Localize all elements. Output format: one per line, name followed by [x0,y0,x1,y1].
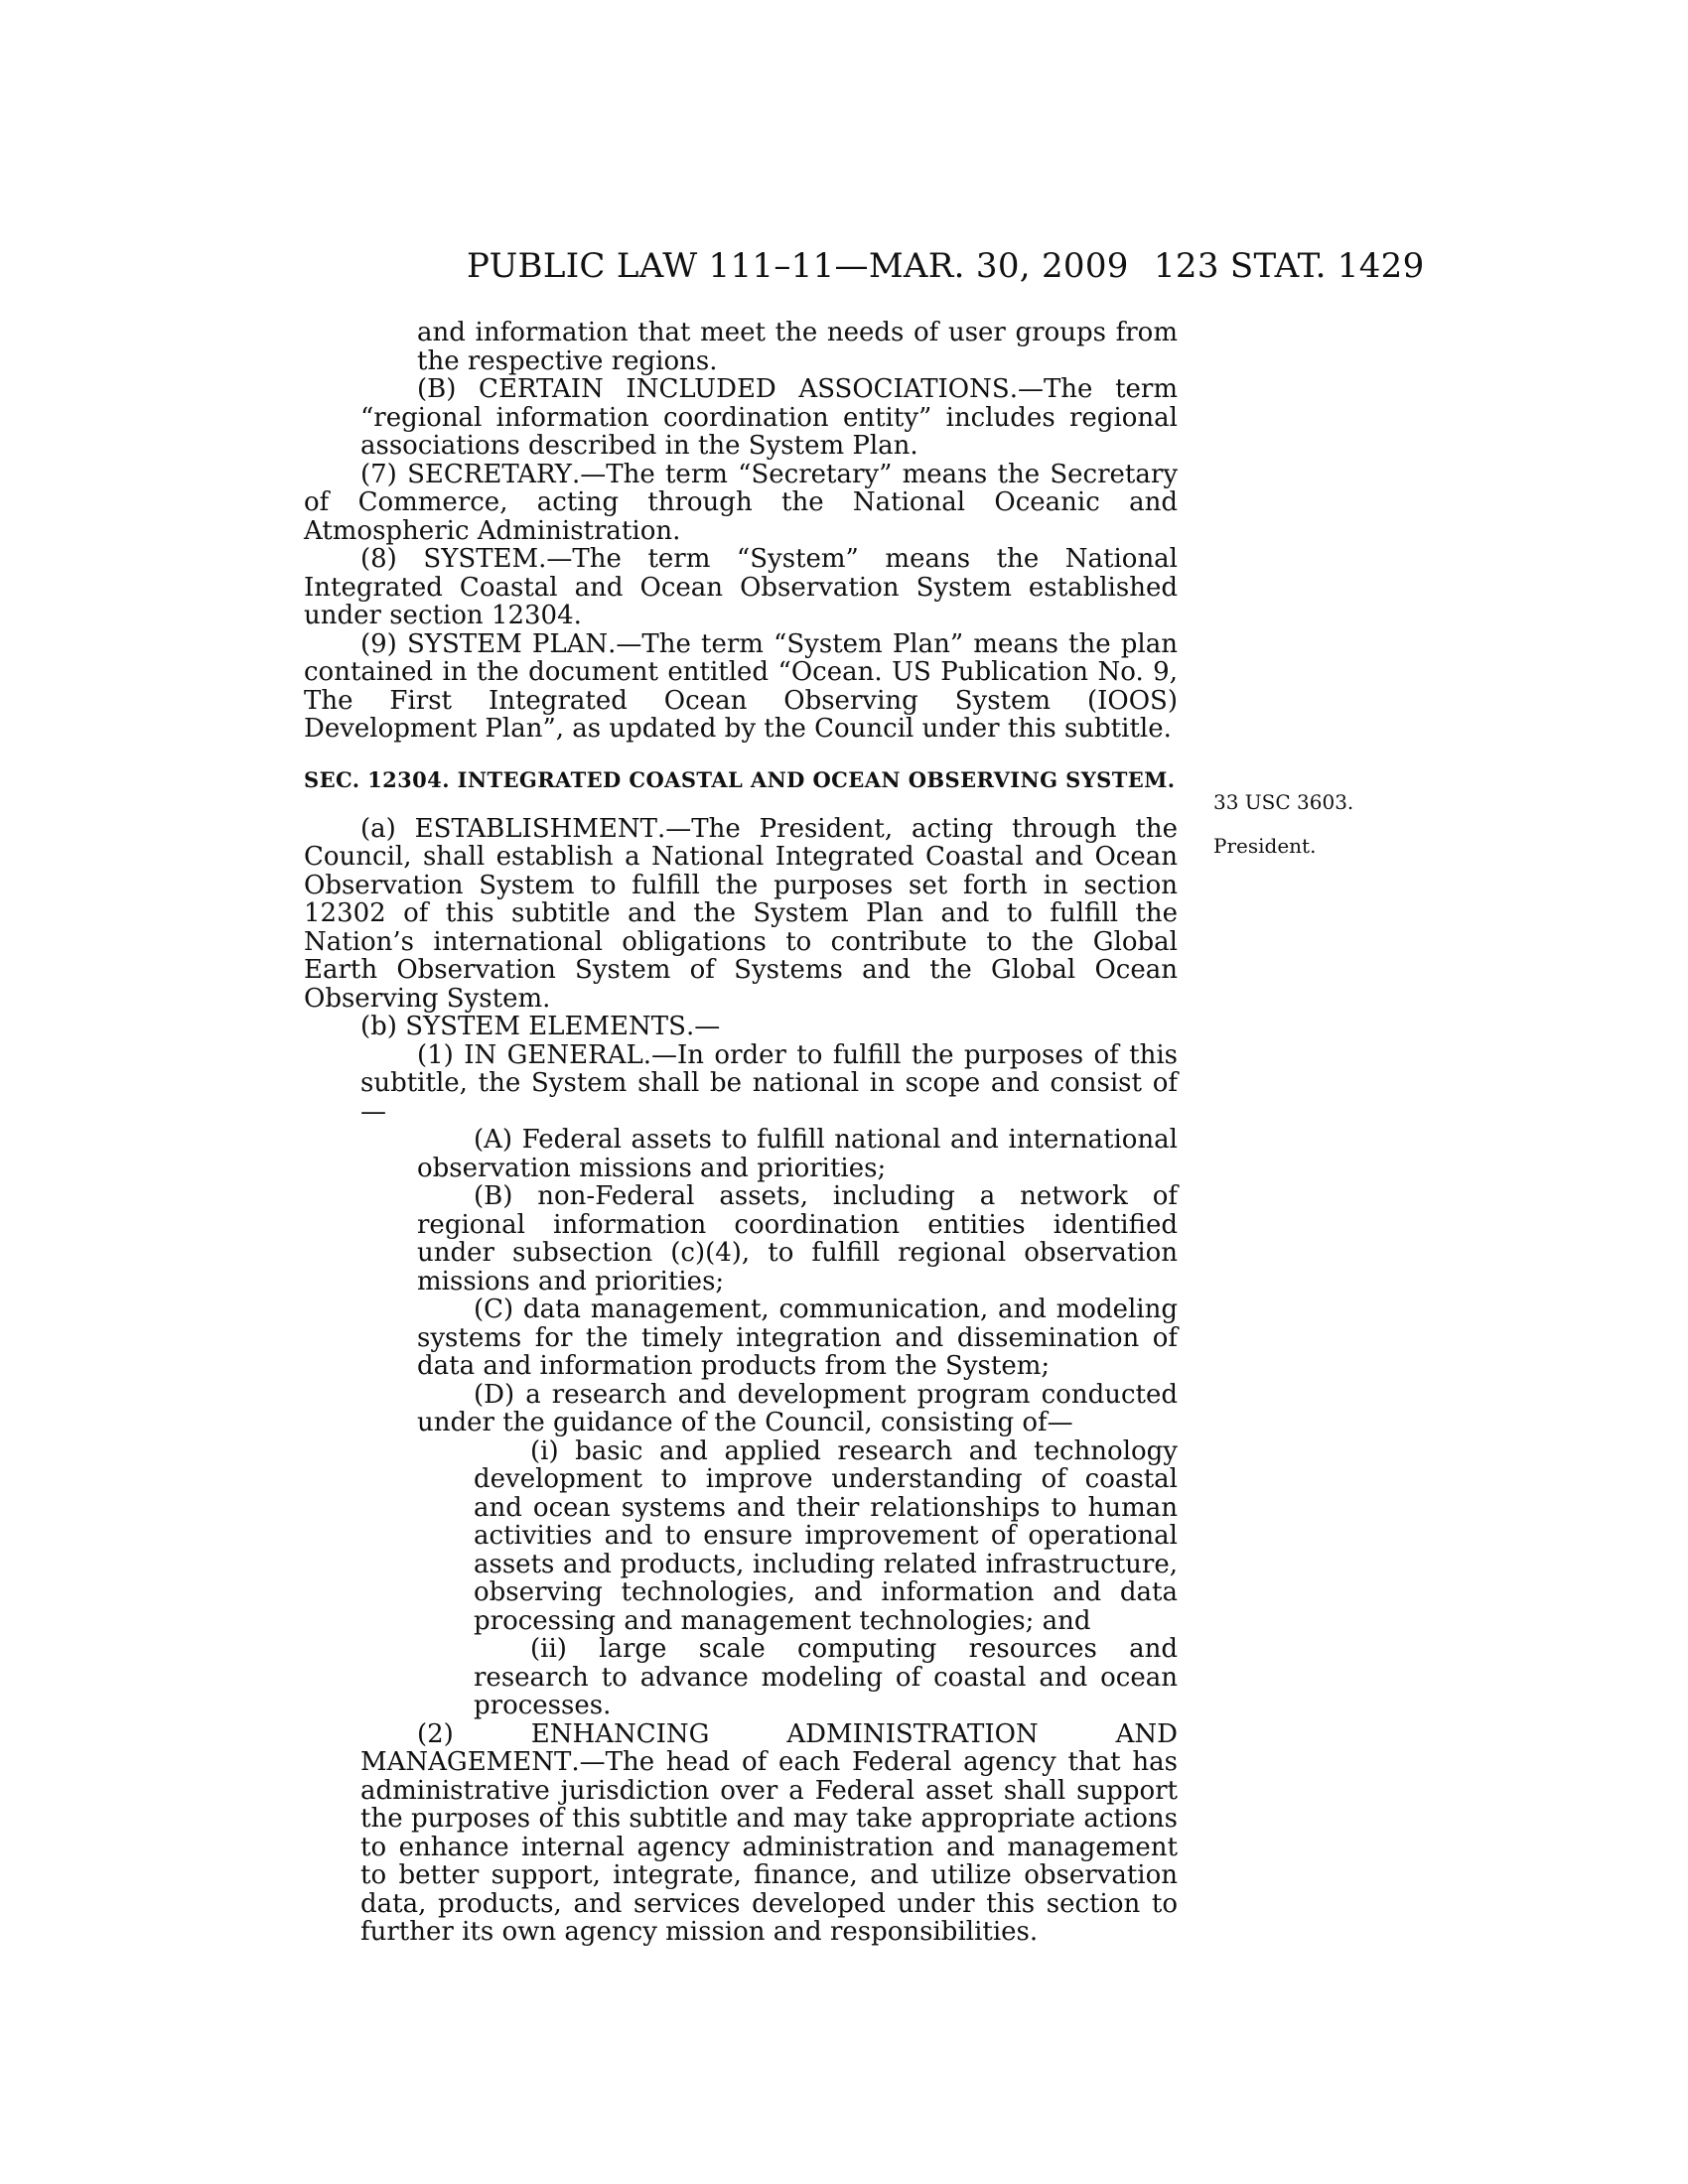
text: .—The President, acting through the Council, shall establish a National Integrated Coastal and Ocean Observation System to fulfill the purposes set forth in section 12302 of this subtitle and the System Plan and to fulfill the Nation’s international obligations to contribute to the Global Earth Observation System of Systems and the Global Ocean Observing System. [304,813,1178,1014]
text: .— [685,1012,721,1041]
heading: NHANCING ADMINISTRATION AND MANAGEMENT [360,1718,1178,1777]
paragraph-system-plan [304,630,1178,744]
section-heading: SEC. 12304. INTEGRATED COASTAL AND OCEAN OBSERVING SYSTEM. [304,766,1176,792]
subparagraph-d: (D) a research and development program conducted under the guidance of the Council, consisting of— [417,1379,1178,1437]
heading: YSTEM PLAN [424,628,609,659]
paragraph-certain-included-associations [304,375,1178,461]
label: (a) E [360,813,434,844]
paragraph-system-elements [304,1013,1178,1041]
text: .—The head of each Federal agency that has administrative jurisdiction over a Federal asset shall support the purposes of this subtitle and may take appropriate actions to enhance internal agency administration and management to better support, integrate, finance, and utilize observation data, products, and services developed under this section to further its own agency mission and responsibilities. [360,1747,1178,1947]
margin-note-usc: 33 USC 3603. [1213,790,1354,814]
label: (2) E [417,1718,550,1749]
clause-ii: (ii) large scale computing resources and research to advance modeling of coastal and ocean processes. [474,1634,1178,1720]
paragraph-secretary [304,461,1178,546]
heading: YSTEM [423,1012,529,1041]
paragraph-in-general [304,1041,1178,1127]
statute-body [304,319,1178,1947]
label-2: E [528,1012,548,1041]
subparagraph-b: (B) non-Federal assets, including a network of regional information coordination entities identified under subsection (c)(4), to fulfill regional observation missions and priorities; [417,1181,1178,1297]
clause-i: (i) basic and applied research and technology development to improve understanding of coastal and ocean systems and their relationships to human activities and to ensure improvement of operational assets and products, including related infrastructure, observing technologies, and information and data processing and management technologies; and [474,1435,1178,1636]
paragraph-establishment [304,815,1178,1014]
label: (B) C [417,374,498,404]
text: .—In order to fulfill the purposes of this subtitle, the System shall be national in scope and consist of— [360,1039,1178,1127]
label: (7) S [360,459,425,489]
heading: STABLISHMENT [433,813,658,844]
text: .—The term “Secretary” means the Secretary of Commerce, acting through the National Oceanic and Atmospheric Administration. [304,459,1179,546]
margin-note-president: President. [1213,834,1317,858]
label: (8) S [360,544,442,574]
text: .—The term “regional information coordination entity” includes regional associations described in the System Plan. [360,374,1178,461]
label: (9) S [360,628,425,659]
paragraph-continuation: and information that meet the needs of user groups from the respective regions. [417,318,1178,376]
heading: ERTAIN INCLUDED ASSOCIATIONS [497,374,1010,404]
text: .—The term “System Plan” means the plan contained in the document entitled “Ocean. US Publication No. 9, The First Integrated Ocean Observing System (IOOS) Development Plan”, as updated by the Council under this subtitle. [304,628,1178,744]
subparagraph-c: (C) data management, communication, and modeling systems for the timely integration and dissemination of data and information products from the System; [417,1295,1178,1381]
heading: N GENERAL [474,1039,643,1070]
paragraph-enhancing-administration [304,1720,1178,1947]
heading-2: LEMENTS [547,1012,686,1041]
subparagraph-a: (A) Federal assets to fulfill national and international observation missions and priorities; [417,1125,1178,1183]
heading: YSTEM [441,544,539,574]
heading: ECRETARY [424,459,572,489]
paragraph-system [304,545,1178,630]
text: .—The term “System” means the National Integrated Coastal and Ocean Observation System established under section 12304. [304,544,1178,630]
label: (1) I [417,1039,475,1070]
running-header-title: PUBLIC LAW 111–11—MAR. 30, 2009 [467,246,1129,286]
running-header-page: 123 STAT. 1429 [1154,246,1425,286]
label: (b) S [360,1012,424,1041]
